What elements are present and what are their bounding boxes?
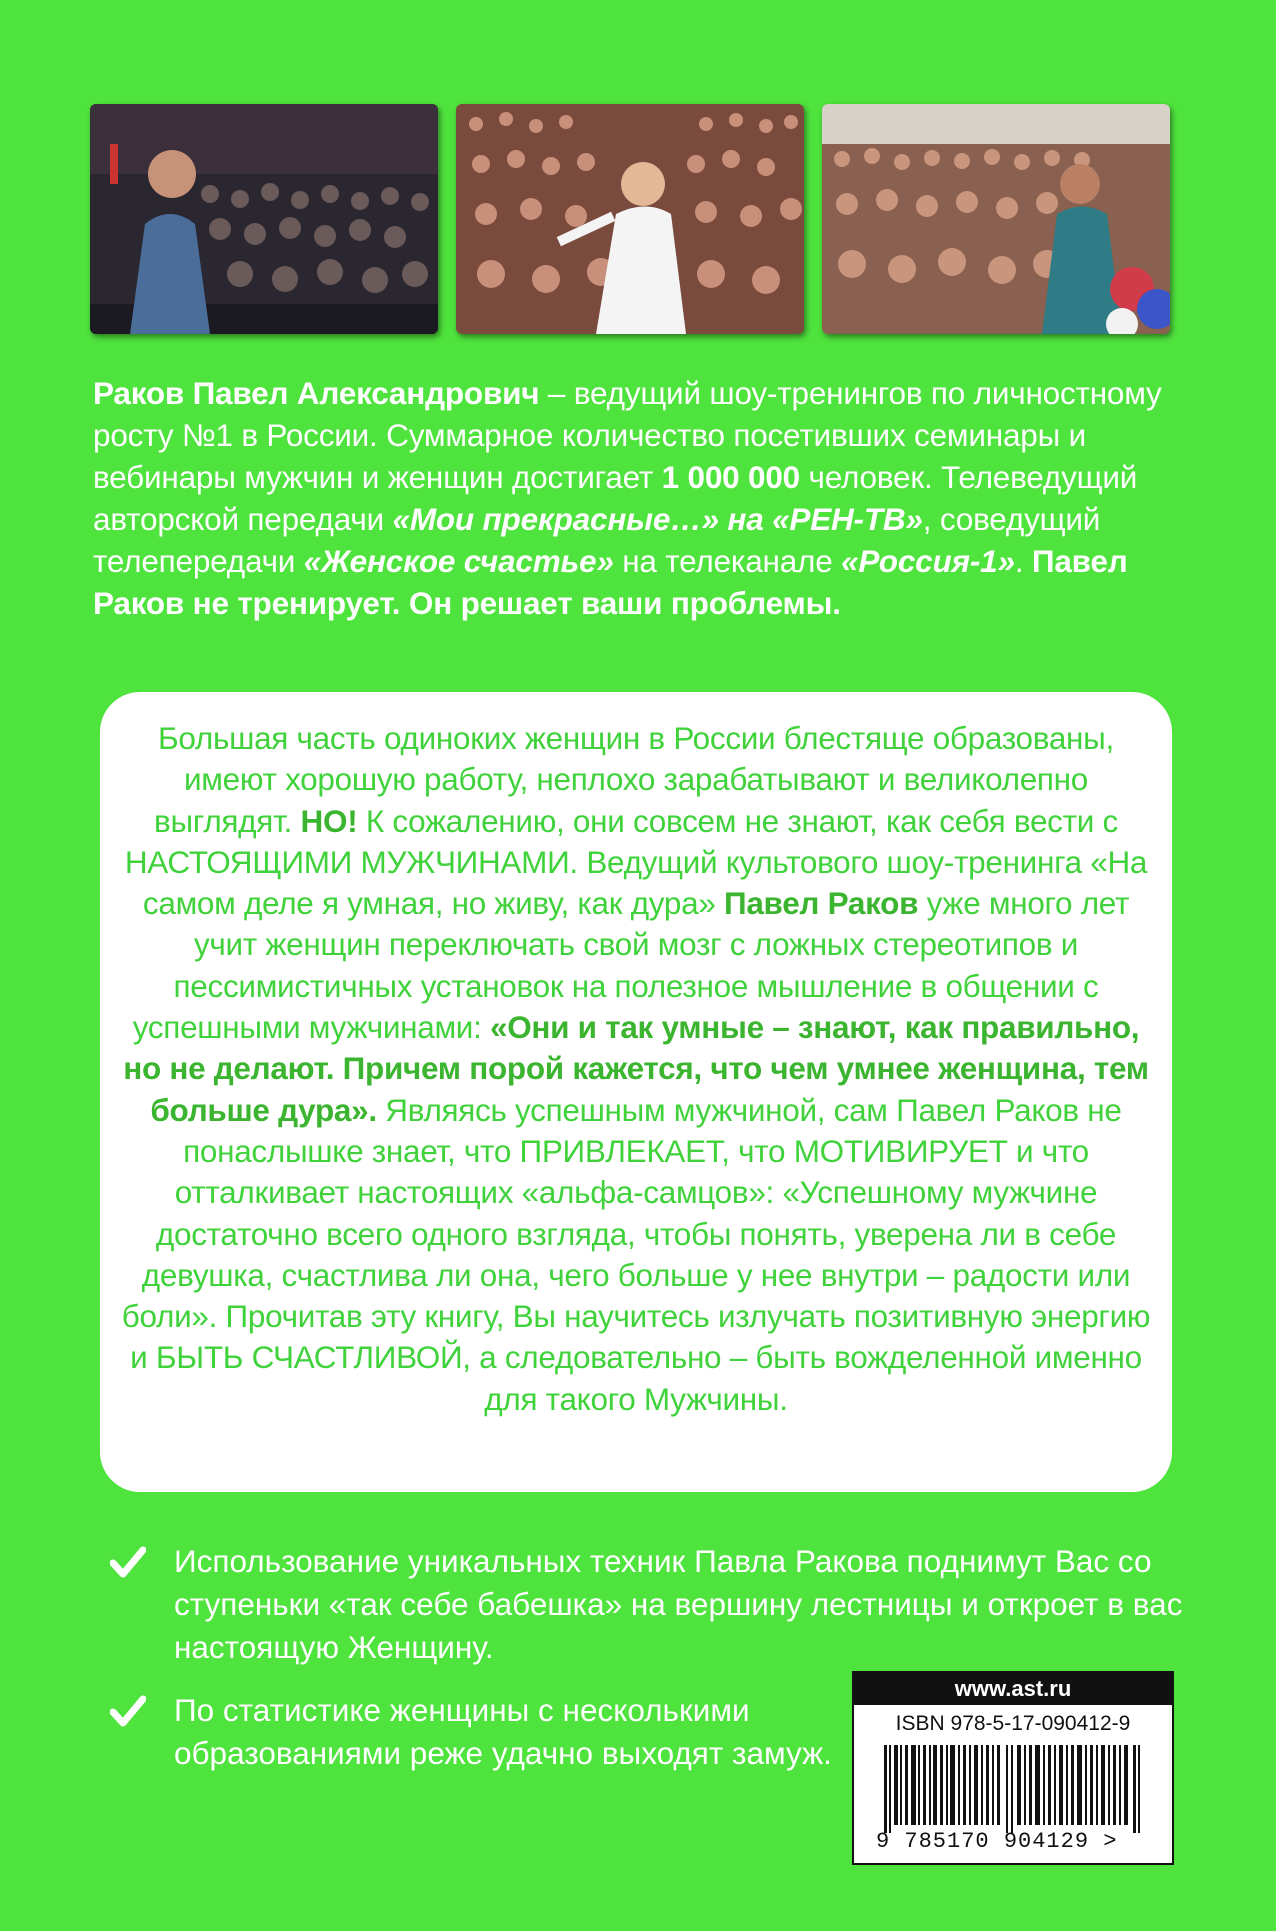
bio-text: , соведущий телепередачи [93, 501, 1101, 579]
author-name-inline: Павел Раков [724, 885, 919, 922]
checkmark-icon [110, 1695, 146, 1727]
description-text [120, 718, 1152, 1420]
description-emphasis: НО! [300, 802, 358, 839]
bio-text: на телеканале [613, 543, 842, 579]
speaker-on-stage-photo [90, 104, 438, 334]
checkmark-icon [110, 1546, 146, 1578]
tv-show-title: «Мои прекрасные…» на «РЕН-ТВ» [392, 501, 923, 537]
isbn-barcode [852, 1671, 1174, 1865]
description-part: уже много лет учит женщин переключать свой мозг с ложных стереотипов и пессимистичных установок на полезное мышление в общении с успешными мужчинами: [132, 885, 1130, 1046]
bullet-text: Использование уникальных техник Павла Ракова поднимут Вас со ступеньки «так себе бабешка» на вершину лестницы и откроет в вас настоящую Женщину. [174, 1543, 1183, 1665]
description-part: Большая часть одиноких женщин в России блестяще образованы, имеют хорошую работу, неплохо зарабатывают и великолепно выглядят. [154, 720, 1114, 839]
large-audience-photo [456, 104, 804, 334]
tv-show-title: «Женское счастье» [303, 543, 614, 579]
author-bio [93, 372, 1193, 624]
description-part: К сожалению, они совсем не знают, как себя вести с НАСТОЯЩИМИ МУЖЧИНАМИ. Ведущий культового шоу-тренинга «На самом деле я умная, но живу, как дура» [124, 802, 1148, 922]
publisher-website: www.ast.ru [854, 1673, 1172, 1705]
bio-text: . [1014, 543, 1032, 579]
bio-text: – ведущий шоу-тренингов по личностному росту №1 в России. Суммарное количество посетивших семинары и вебинары мужчин и женщин достигает [93, 375, 1162, 495]
tv-channel-name: «Россия-1» [841, 543, 1015, 579]
barcode-bars [884, 1745, 1142, 1833]
visitor-count: 1 000 000 [661, 459, 800, 495]
isbn-number: ISBN 978-5-17-090412-9 [895, 1712, 1131, 1735]
author-name: Раков Павел Александрович [93, 375, 540, 411]
bullet-text: По статистике женщины с несколькими образованиями реже удачно выходят замуж. [174, 1692, 832, 1771]
bio-text: человек. Телеведущий авторской передачи [93, 459, 1138, 537]
barcode-digits: 9 785170 904129 > [876, 1829, 1118, 1854]
description-part: Являясь успешным мужчиной, сам Павел Раков не понаслышке знает, что ПРИВЛЕКАЕТ, что МОТИВИРУЕТ и что отталкивает настоящих «альфа-самцов»: «Успешному мужчине достаточно всего одного взгляда, чтобы понять, уверена ли в себе девушка, счастлива ли она, чего больше у нее внутри – радости или боли». Прочитав эту книгу, Вы научитесь излучать позитивную энергию и БЫТЬ СЧАСТЛИВОЙ, а следовательно – быть вожделенной именно для такого Мужчины. [121, 1091, 1151, 1417]
speaker-with-microphone-photo [822, 104, 1170, 334]
author-quote: «Они и так умные – знают, как правильно, но не делают. Причем порой кажется, что чем умнее женщина, тем больше дура». [123, 1009, 1149, 1128]
bio-closing: Павел Раков не тренирует. Он решает ваши проблемы. [93, 543, 1128, 621]
